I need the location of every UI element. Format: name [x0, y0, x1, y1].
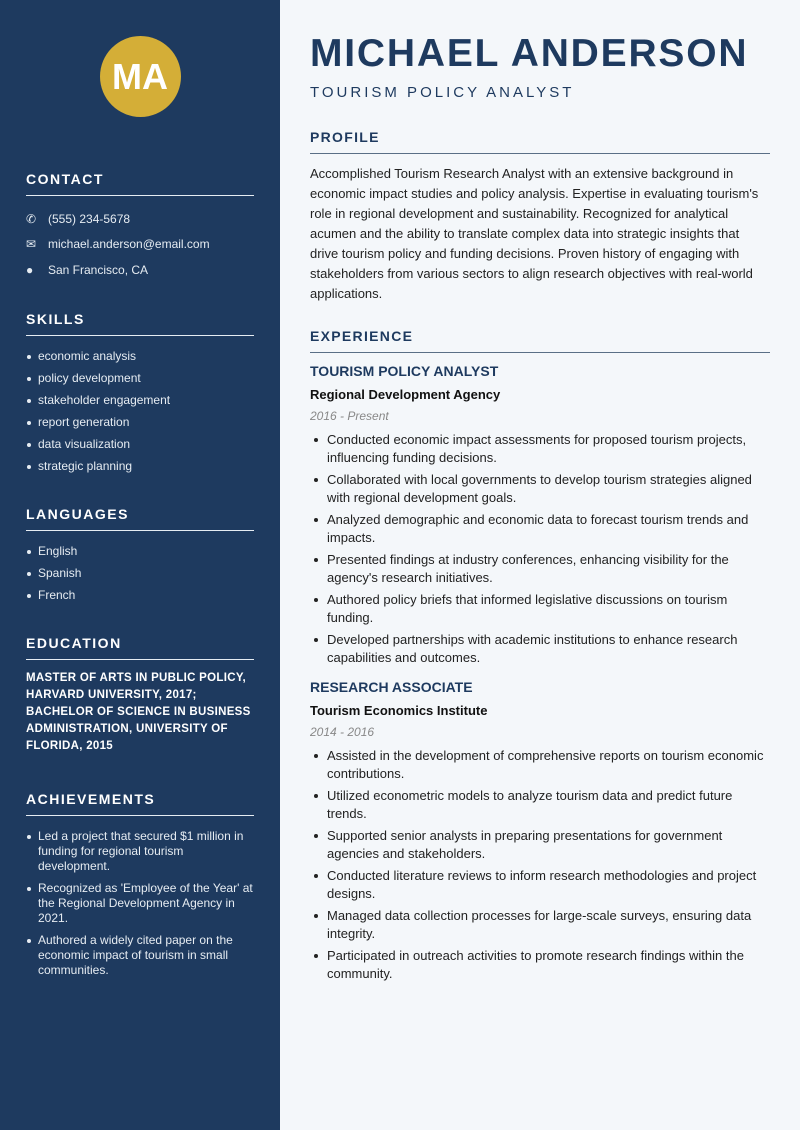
achievement-item: Led a project that secured $1 million in funding for regional tourism development. [26, 826, 254, 878]
candidate-title: TOURISM POLICY ANALYST [310, 84, 575, 101]
contact-location [26, 257, 254, 283]
job-bullet: Supported senior analysts in preparing presentations for government agencies and stakeholders. [310, 827, 770, 863]
avatar: MA [100, 36, 181, 117]
job-bullets [310, 747, 770, 983]
skill-item: data visualization [26, 434, 254, 456]
job-bullet: Assisted in the development of comprehensive reports on tourism economic contributions. [310, 747, 770, 783]
job-bullet: Analyzed demographic and economic data to forecast tourism trends and impacts. [310, 511, 770, 547]
job-bullet: Conducted literature reviews to inform research methodologies and project designs. [310, 867, 770, 903]
profile-heading: PROFILE [310, 129, 770, 154]
job-dates: 2016 - Present [310, 409, 389, 423]
contact-email [26, 232, 254, 258]
education-section [26, 635, 254, 755]
skills-heading: SKILLS [26, 311, 254, 336]
job-dates: 2014 - 2016 [310, 725, 375, 739]
languages-heading: LANGUAGES [26, 506, 254, 531]
job-bullet: Managed data collection processes for large-scale surveys, ensuring data integrity. [310, 907, 770, 943]
skill-item: strategic planning [26, 456, 254, 478]
education-text: MASTER OF ARTS IN PUBLIC POLICY, HARVARD UNIVERSITY, 2017; BACHELOR OF SCIENCE IN BUSINESS ADMINISTRATION, UNIVERSITY OF FLORIDA, 2015 [26, 671, 251, 752]
job-company: Regional Development Agency [310, 387, 501, 402]
skill-item: policy development [26, 368, 254, 390]
achievement-item: Authored a widely cited paper on the economic impact of tourism in small communities. [26, 930, 254, 982]
skill-item: report generation [26, 412, 254, 434]
job-bullets [310, 431, 770, 667]
education-heading: EDUCATION [26, 635, 254, 660]
job-bullet: Presented findings at industry conferences, enhancing visibility for the agency's research initiatives. [310, 551, 770, 587]
skills-section [26, 311, 254, 478]
skill-item: economic analysis [26, 346, 254, 368]
job-title: RESEARCH ASSOCIATE [310, 679, 473, 695]
candidate-name: MICHAEL ANDERSON [310, 32, 749, 75]
email-text[interactable]: michael.anderson@email.com [48, 237, 210, 252]
email-icon: ✉ [26, 237, 37, 252]
location-pin-icon: ● [26, 262, 34, 277]
language-item: French [26, 585, 254, 607]
contact-section [26, 171, 254, 283]
language-item: Spanish [26, 563, 254, 585]
job-bullet: Collaborated with local governments to develop tourism strategies aligned with regional development goals. [310, 471, 770, 507]
experience-heading: EXPERIENCE [310, 328, 770, 353]
job-bullet: Conducted economic impact assessments for proposed tourism projects, influencing funding decisions. [310, 431, 770, 467]
languages-section [26, 506, 254, 607]
job-bullet: Participated in outreach activities to promote research findings within the community. [310, 947, 770, 983]
contact-heading: CONTACT [26, 171, 254, 196]
achievements-heading: ACHIEVEMENTS [26, 791, 254, 816]
job-bullet: Utilized econometric models to analyze tourism data and predict future trends. [310, 787, 770, 823]
job-bullet: Authored policy briefs that informed legislative discussions on tourism funding. [310, 591, 770, 627]
location-text: San Francisco, CA [48, 262, 149, 277]
experience-section [310, 328, 770, 983]
skill-item: stakeholder engagement [26, 390, 254, 412]
sidebar [0, 0, 280, 1130]
main-content [280, 0, 800, 1130]
phone-icon: ✆ [26, 211, 37, 226]
profile-text: Accomplished Tourism Research Analyst with an extensive background in economic impact studies and policy analysis. Expertise in evaluating tourism's role in regional development and sustainability. Recognized for analytical acumen and the ability to translate complex data into strategic insights that drive tourism policy and funding decisions. Proven history of engaging with stakeholders from various sectors to align research objectives with real-world applications. [310, 166, 759, 301]
job-title: TOURISM POLICY ANALYST [310, 363, 499, 379]
contact-phone [26, 206, 254, 232]
language-item: English [26, 541, 254, 563]
job-entry [310, 679, 770, 983]
job-company: Tourism Economics Institute [310, 703, 488, 718]
phone-text: (555) 234-5678 [48, 211, 131, 226]
job-entry [310, 363, 770, 667]
achievements-section [26, 791, 254, 982]
job-bullet: Developed partnerships with academic institutions to enhance research capabilities and outcomes. [310, 631, 770, 667]
achievement-item: Recognized as 'Employee of the Year' at the Regional Development Agency in 2021. [26, 878, 254, 930]
profile-section [310, 129, 770, 304]
